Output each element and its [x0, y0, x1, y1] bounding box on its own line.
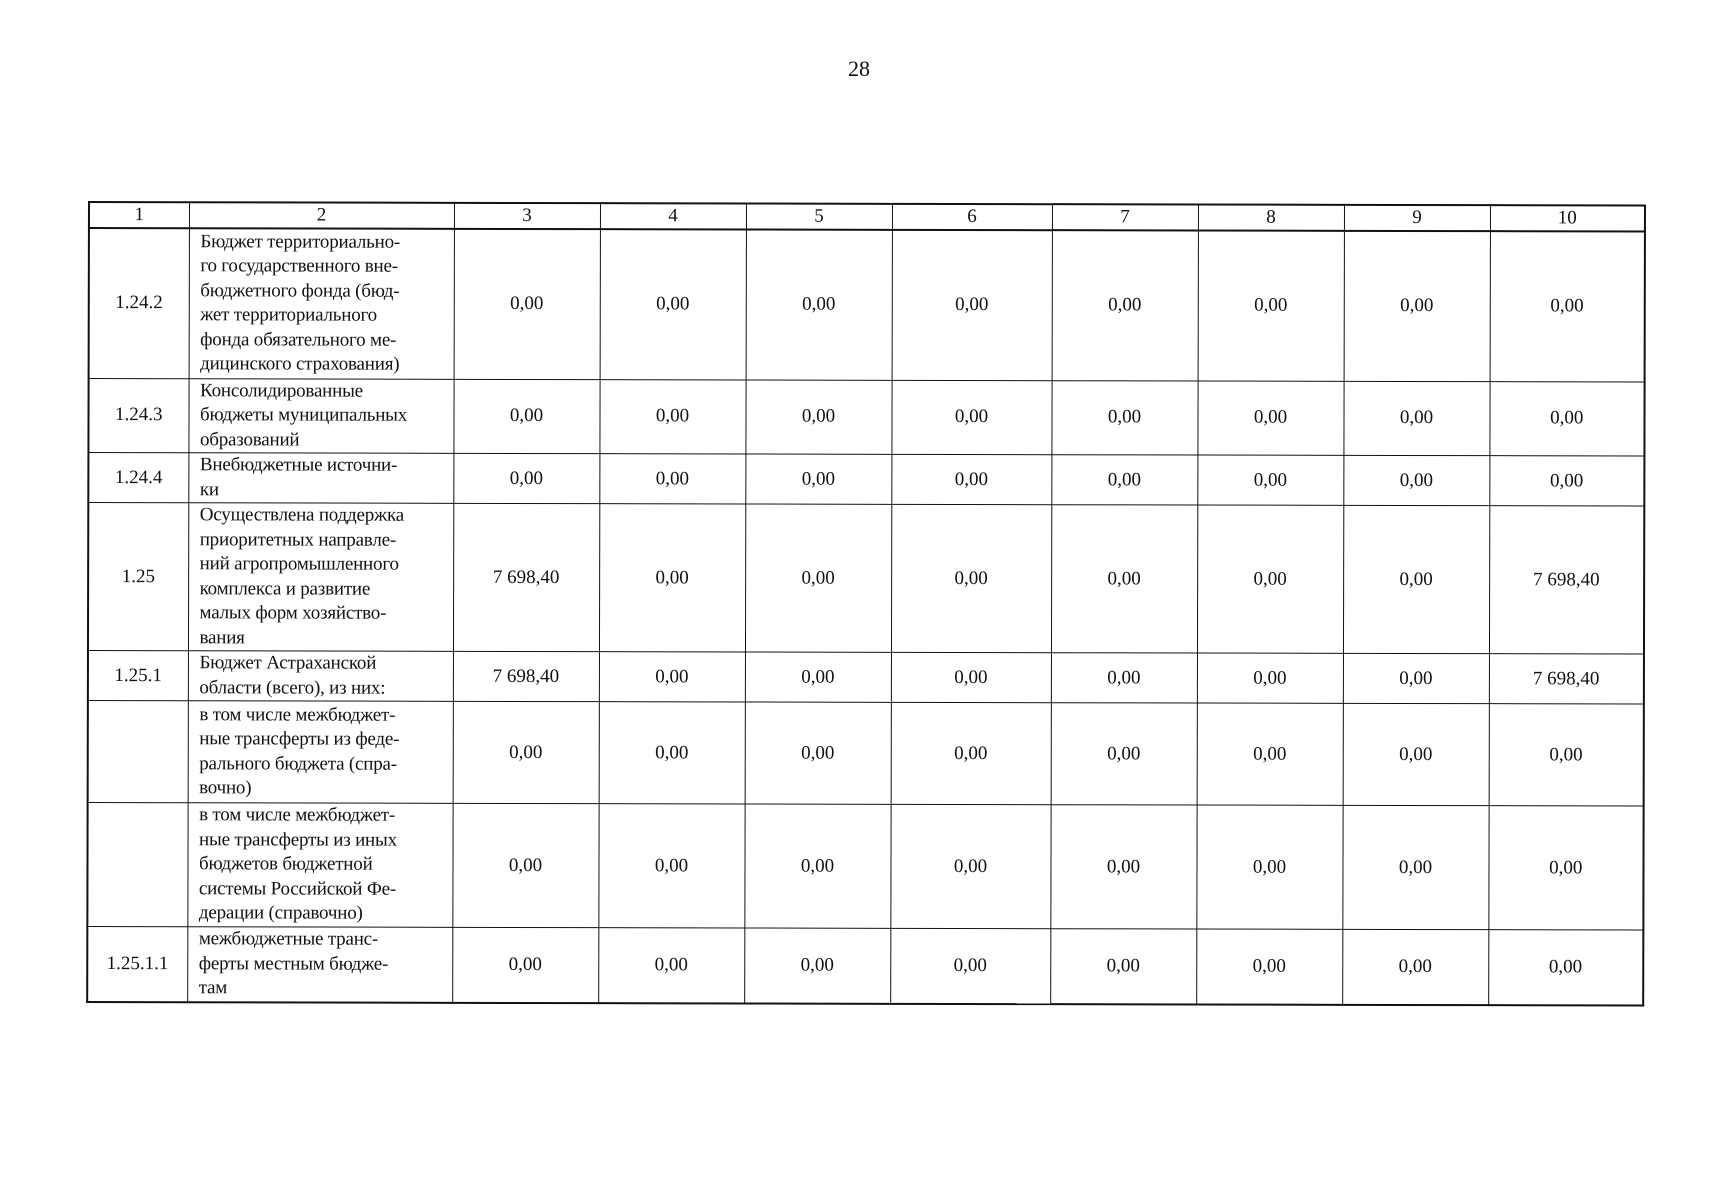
value-cell: 0,00 — [1489, 456, 1644, 506]
row-code: 1.24.4 — [88, 453, 188, 503]
description-line: в том числе межбюджет- — [199, 703, 396, 726]
description-line: Внебюджетные источни- — [199, 454, 398, 476]
table-body — [87, 228, 1645, 1005]
header-cell: 9 — [1344, 205, 1490, 231]
value-cell: 0,00 — [745, 454, 891, 504]
value-cell: 0,00 — [1197, 505, 1343, 653]
row-description — [187, 803, 452, 928]
value-cell: 0,00 — [1051, 653, 1197, 703]
description-line: ний агропромышленного — [199, 553, 399, 575]
value-cell: 0,00 — [1197, 381, 1343, 456]
value-cell: 0,00 — [598, 804, 744, 928]
value-cell: 0,00 — [1342, 929, 1488, 1004]
value-cell: 0,00 — [1197, 653, 1343, 703]
description-line: малых форм хозяйство- — [199, 602, 387, 624]
value-cell: 0,00 — [599, 702, 745, 804]
table-row — [87, 927, 1643, 1006]
table-row — [87, 803, 1643, 931]
value-cell: 0,00 — [1343, 455, 1489, 505]
header-cell: 10 — [1490, 205, 1645, 231]
value-cell: 0,00 — [744, 928, 890, 1003]
value-cell: 0,00 — [891, 702, 1051, 804]
value-cell: 0,00 — [1342, 805, 1488, 929]
value-cell: 0,00 — [1051, 455, 1197, 505]
value-cell: 0,00 — [1343, 703, 1489, 805]
value-cell: 0,00 — [1052, 230, 1198, 380]
value-cell: 0,00 — [452, 927, 598, 1002]
row-description — [188, 378, 453, 453]
description-line: межбюджетные транс- — [198, 928, 379, 950]
value-cell: 0,00 — [599, 379, 745, 454]
description-line: бюджетного фонда (бюд- — [200, 280, 400, 302]
value-cell: 0,00 — [1343, 653, 1489, 703]
table-row — [88, 651, 1644, 705]
description-line: Бюджет территориально- — [200, 231, 401, 253]
header-cell: 4 — [600, 203, 746, 229]
row-description — [188, 651, 453, 702]
table-row — [88, 378, 1644, 456]
value-cell: 0,00 — [1197, 703, 1343, 805]
value-cell: 0,00 — [1490, 231, 1645, 381]
row-description — [188, 503, 453, 652]
value-cell: 0,00 — [453, 701, 599, 803]
table-row — [88, 701, 1644, 807]
row-code: 1.24.3 — [88, 378, 188, 453]
value-cell: 0,00 — [599, 454, 745, 504]
description-line: в том числе межбюджет- — [199, 804, 396, 826]
value-cell: 0,00 — [1343, 381, 1489, 456]
page-number: 28 — [848, 56, 870, 81]
description-line: го государственного вне- — [200, 255, 398, 277]
value-cell: 7 698,40 — [453, 651, 599, 701]
value-cell: 0,00 — [598, 928, 744, 1003]
value-cell: 0,00 — [746, 229, 892, 379]
value-cell: 7 698,40 — [1489, 506, 1644, 654]
header-cell: 5 — [746, 203, 892, 229]
description-line: Консолидированные — [200, 379, 363, 402]
row-code: 1.25 — [88, 503, 188, 651]
value-cell: 0,00 — [600, 229, 746, 379]
value-cell: 0,00 — [891, 454, 1051, 504]
description-line: бюджеты муниципальных — [199, 404, 408, 426]
description-line: рального бюджета (спра- — [199, 752, 397, 775]
value-cell: 0,00 — [1344, 231, 1490, 381]
description-line: там — [198, 977, 228, 999]
value-cell: 0,00 — [1197, 455, 1343, 505]
row-code — [87, 803, 187, 927]
table-row — [88, 453, 1644, 507]
value-cell: 0,00 — [453, 379, 599, 454]
value-cell: 0,00 — [452, 803, 598, 927]
description-line: ки — [199, 478, 219, 500]
description-line: бюджетов бюджетной — [198, 853, 373, 875]
value-cell: 0,00 — [1198, 231, 1344, 381]
header-cell: 7 — [1052, 204, 1198, 230]
description-line: ные трансферты из иных — [199, 829, 397, 851]
table-header — [89, 202, 1645, 232]
value-cell: 0,00 — [891, 380, 1051, 455]
description-line: образований — [199, 428, 300, 450]
value-cell: 0,00 — [892, 230, 1052, 380]
value-cell: 0,00 — [1489, 704, 1644, 806]
row-code — [88, 701, 188, 803]
value-cell: 0,00 — [1196, 929, 1342, 1004]
description-line: дицинского страхования) — [200, 353, 400, 375]
row-code: 1.24.2 — [89, 228, 189, 378]
value-cell: 0,00 — [1488, 930, 1643, 1005]
value-cell: 0,00 — [454, 229, 600, 379]
value-cell: 0,00 — [1050, 929, 1196, 1004]
value-cell: 0,00 — [891, 504, 1051, 652]
description-line: системы Российской Фе- — [198, 878, 397, 900]
budget-table — [86, 201, 1646, 1006]
value-cell: 0,00 — [745, 702, 891, 804]
description-line: приоритетных направле- — [199, 528, 397, 551]
value-cell: 0,00 — [1343, 505, 1489, 653]
value-cell: 7 698,40 — [453, 503, 599, 651]
value-cell: 0,00 — [890, 928, 1050, 1003]
value-cell: 0,00 — [745, 379, 891, 454]
row-description — [188, 453, 453, 504]
value-cell: 0,00 — [1488, 806, 1643, 930]
value-cell: 0,00 — [599, 504, 745, 652]
description-line: комплекса и развитие — [199, 577, 371, 600]
header-cell: 1 — [89, 202, 189, 228]
description-line: фонда обязательного ме- — [200, 329, 397, 351]
value-cell: 0,00 — [745, 504, 891, 652]
value-cell: 0,00 — [1196, 805, 1342, 929]
value-cell: 0,00 — [890, 804, 1050, 928]
value-cell: 0,00 — [1051, 380, 1197, 455]
row-description — [187, 927, 452, 1003]
header-cell: 3 — [454, 203, 600, 229]
value-cell: 0,00 — [745, 652, 891, 702]
row-code: 1.25.1 — [88, 651, 188, 701]
description-line: ферты местным бюдже- — [198, 952, 389, 975]
description-line: дерации (справочно) — [198, 902, 363, 924]
description-line: вочно) — [199, 777, 252, 799]
value-cell: 7 698,40 — [1489, 654, 1644, 704]
header-cell: 2 — [189, 202, 454, 229]
description-line: ные трансферты из феде- — [199, 728, 400, 750]
header-cell: 6 — [892, 204, 1052, 230]
description-line: жет территориального — [200, 304, 377, 326]
description-line: вания — [199, 626, 245, 648]
row-code: 1.25.1.1 — [87, 927, 187, 1002]
header-cell: 8 — [1198, 205, 1344, 231]
value-cell: 0,00 — [744, 804, 890, 928]
value-cell: 0,00 — [1489, 381, 1644, 456]
value-cell: 0,00 — [1051, 703, 1197, 805]
row-description — [188, 701, 453, 804]
description-line: области (всего), из них: — [199, 676, 386, 699]
value-cell: 0,00 — [453, 453, 599, 503]
table-row — [89, 228, 1645, 382]
value-cell: 0,00 — [1051, 505, 1197, 653]
value-cell: 0,00 — [1050, 805, 1196, 929]
header-row — [89, 202, 1645, 232]
row-description — [189, 228, 454, 379]
value-cell: 0,00 — [891, 652, 1051, 702]
value-cell: 0,00 — [599, 652, 745, 702]
description-line: Бюджет Астраханской — [199, 652, 377, 674]
table-row — [88, 503, 1644, 655]
description-line: Осуществлена поддержка — [199, 504, 404, 526]
